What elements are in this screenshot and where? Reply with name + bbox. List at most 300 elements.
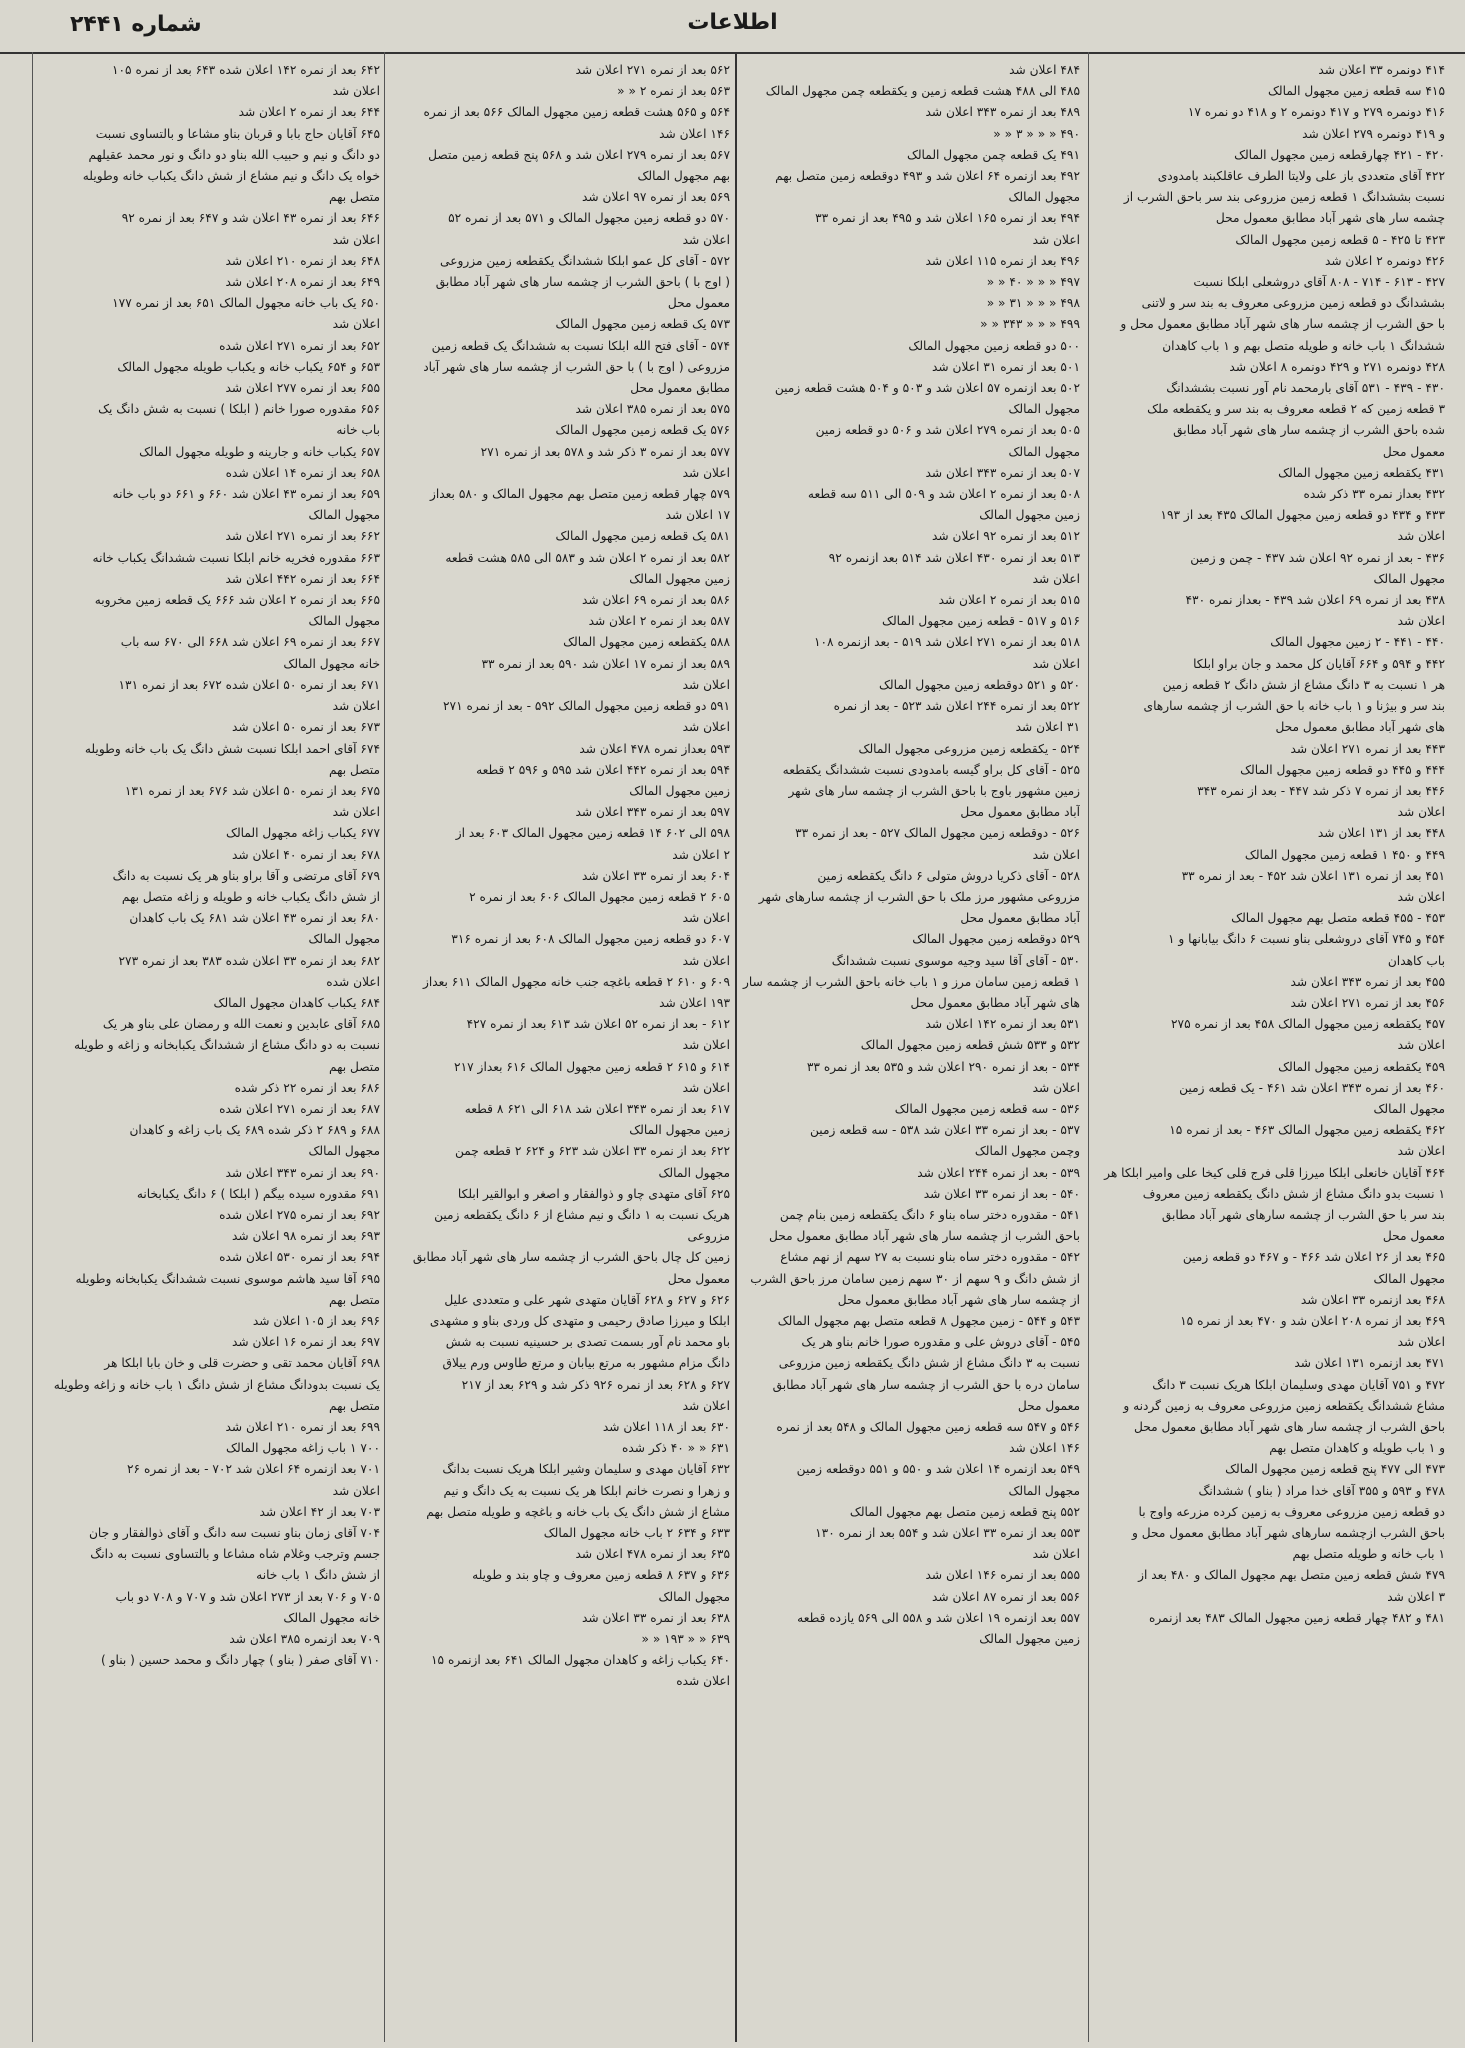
notice-line: اعلان شد [1397,889,1445,904]
notice-line: ۶۶۵ بعد از نمره ۲ اعلان شد ۶۶۶ یک قطعه زمین مخروبه [94,593,380,608]
notice-line: ۴۱۴ دونمره ۳۳ اعلان شد [1318,63,1445,77]
notice-line: اعلان شد [332,805,380,820]
notice-line: ۱۴۶ اعلان شد [1009,1441,1080,1456]
notice-line: زمین مجهول المالک [979,508,1080,523]
notice-line: اعلان شد [682,1038,730,1053]
text-column-1 [1095,60,1445,2040]
notice-line: ۵۴۲ - مقدوره دختر ساه بناو نسبت به ۲۷ سهم از نهم مشاع [780,1250,1080,1265]
notice-line: باب خانه [336,423,380,438]
notice-line: بهم مجهول المالک [637,169,730,184]
notice-line: ۳۱ اعلان شد [1015,720,1080,735]
notice-line: ۵۶۲ بعد از نمره ۲۷۱ اعلان شد [575,63,730,77]
notice-line: دو دانگ و نیم و حبیب الله بناو دو دانگ و نور محمد عقیلهم [88,147,380,162]
notice-line: اعلان شد [682,911,730,926]
notice-line: ۴۶۹ بعد از نمره ۲۰۸ اعلان شد و ۴۷۰ بعد از نمره ۱۵ [1180,1313,1445,1328]
notice-line: ۶۳۳ و ۶۳۴ ۲ باب خانه مجهول المالک [543,1526,730,1541]
notice-line: باو محمد نام آور بسمت تصدی بر حسینیه نسبت به شش [445,1335,730,1350]
notice-line: ۴۴۰ - ۴۴۱ - ۲ زمین مجهول المالک [1270,635,1445,650]
notice-line: ابلکا و میرزا صادق رحیمی و متهدی کل وردی بناو و مشهدی [429,1313,730,1328]
notice-line: یک نسبت بدودانگ مشاع از شش دانگ ۱ باب خانه و زاغه وطویله [53,1377,380,1392]
notice-line: نسبت بششدانگ ۱ قطعه زمین مزروعی بند سر باحق الشرب از [1123,190,1445,205]
notice-line: ۴۹۷ « « « ۴۰ « « [986,275,1080,290]
notice-line: متصل بهم [329,762,380,777]
notice-line: ۶۰۴ بعد از نمره ۳۳ اعلان شد [582,868,730,883]
notice-line: ۵۹۸ الی ۶۰۲ ۱۴ قطعه زمین مجهول المالک ۶۰۳ بعد از [455,826,730,841]
notice-line: ۶۳۸ بعد از نمره ۳۳ اعلان شد [582,1610,730,1625]
notice-line: ۶۲۵ آقای متهدی چاو و ذوالفقار و اصغر و ابوالقیر ابلکا [457,1186,730,1201]
notice-line: ۶۹۸ آقایان محمد تقی و حضرت قلی و خان بابا ابلکا هر [104,1356,380,1371]
notice-line: ۶۹۱ مقدوره سیده بیگم ( ابلکا ) ۶ دانگ یکبابخانه [136,1186,380,1201]
notice-line: ۶۰۵ ۲ قطعه زمین مجهول المالک ۶۰۶ بعد از نمره ۲ [469,889,730,904]
notice-line: بند سر و بیژنا و ۱ باب خانه با حق الشرب از چشمه سارهای [1143,699,1445,714]
notice-line: ۷۱۰ آقای صفر ( بناو ) چهار دانگ و محمد حسین ( بناو ) [100,1653,380,1668]
notice-line: ۴۹۲ بعد ازنمره ۶۴ اعلان شد و ۴۹۳ دوقطعه زمین متصل بهم [775,169,1080,184]
notice-line: آباد مطابق معمول محل [960,911,1080,926]
notice-line: ۴۹۶ بعد از نمره ۱۱۵ اعلان شد [925,253,1080,268]
newspaper-name: اطلاعات [687,10,778,35]
notice-line: ۵۹۱ دو قطعه زمین مجهول المالک ۵۹۲ - بعد از نمره ۲۷۱ [443,699,730,714]
notice-line: ۵۰۱ بعد از نمره ۳۱ اعلان شد [932,359,1080,374]
notice-line: ۴۵۴ و ۷۴۵ آقای دروشعلی بناو نسبت ۶ دانگ بیابانها و ۱ [1167,932,1445,947]
notice-line: ۶۳۰ بعد از ۱۱۸ اعلان شد [602,1420,730,1434]
notice-line: ۵۱۶ و ۵۱۷ - قطعه زمین مجهول المالک [882,614,1080,629]
notice-line: ۴۳۱ یکقطعه زمین مجهول المالک [1278,465,1445,480]
notice-line: مجهول المالک [308,508,380,523]
notice-line: ۷۰۴ آقای زمان بناو نسبت سه دانگ و آقای ذوالفقار و جان [88,1526,380,1541]
notice-line: ۵۳۶ - سه قطعه زمین مجهول المالک [894,1101,1080,1116]
notice-line: ۴۵۹ یکقطعه زمین مجهول المالک [1278,1059,1445,1074]
notice-line: مجهول المالک [1008,402,1080,417]
notice-line: ۴۸۵ الی ۴۸۸ هشت قطعه زمین و یکقطعه چمن مجهول المالک [765,84,1080,99]
notice-line: ۴۴۶ بعد از نمره ۷ ذکر شد ۴۴۷ - بعد از نمره ۳۴۳ [1197,783,1445,798]
notice-line: ۵۷۴ - آقای فتح الله ابلکا نسبت به ششدانگ یک قطعه زمین [431,338,730,353]
notice-line: ۵۳۰ - آقای آقا سید وجیه موسوی نسبت ششدانگ [831,953,1080,968]
notice-line: ۶۷۵ بعد از نمره ۵۰ اعلان شد ۶۷۶ بعد از نمره ۱۳۱ [124,783,380,798]
notice-line: ۵۲۵ - آقای کل براو گیسه بامدودی نسبت ششدانگ یکقطعه [782,762,1080,777]
notice-line: اعلان شد [682,677,730,692]
notice-line: اعلان شده [326,974,380,989]
notice-line: ۶۸۲ بعد از نمره ۳۳ اعلان شده ۳۸۳ بعد از نمره ۲۷۳ [118,953,380,968]
notice-line: ۵۴۰ - بعد از نمره ۳۳ اعلان شد [923,1186,1080,1201]
notice-line: اعلان شد [1397,1335,1445,1350]
notice-line: ( اوج با ) باحق الشرب از چشمه سار های شهر آباد مطابق [435,275,730,290]
notice-line: و ۴۱۹ دونمره ۲۷۹ اعلان شد [1302,126,1445,141]
notice-line: دو قطعه زمین مزروعی معروف به زمین کرده مزرعه واوج با [1138,1504,1445,1519]
notice-line: ۶۸۵ آقای عابدین و نعمت الله و رمضان علی بناو هر یک [102,1017,380,1032]
notice-line: چشمه سار های شهر آباد مطابق معمول محل [1215,211,1445,226]
notice-line: خانه مجهول المالک [283,1610,380,1625]
notice-line: زمین کل چال باحق الشرب از چشمه سار های شهر آباد مطابق [412,1250,730,1265]
notice-line: ۶۳۲ آقایان مهدی و سلیمان وشیر ابلکا هریک نسبت بدانگ [442,1462,730,1477]
notice-line: ۴۵۷ یکقطعه زمین مجهول المالک ۴۵۸ بعد از نمره ۲۷۵ [1171,1017,1445,1032]
notice-line: ۶۹۳ بعد از نمره ۹۸ اعلان شد [232,1229,380,1244]
notice-line: شده باحق الشرب از چشمه سار های شهر آباد مطابق [1173,423,1445,438]
notice-line: ۵۸۷ بعد از نمره ۲ اعلان شد [588,614,730,629]
notice-line: ۴۳۲ بعداز نمره ۳۳ ذکر شده [1303,487,1445,502]
notice-line: ۴۷۸ و ۵۹۳ و ۳۵۵ آقای خدا مراد ( بناو ) ششدانگ [1198,1483,1445,1498]
notice-line: ۵۹۴ بعد از نمره ۴۴۲ اعلان شد ۵۹۵ و ۵۹۶ ۲ قطعه [476,762,730,777]
notice-line: ۶۷۱ بعد از نمره ۵۰ اعلان شده ۶۷۲ بعد از نمره ۱۳۱ [118,677,380,692]
notice-line: اعلان شد [332,84,380,99]
notice-line: ۴۱۶ دونمره ۲۷۹ و ۴۱۷ دونمره ۲ و ۴۱۸ دو نمره ۱۷ [1187,105,1445,120]
notice-line: ۶۱۴ و ۶۱۵ ۲ قطعه زمین مجهول المالک ۶۱۶ بعداز ۲۱۷ [454,1059,730,1074]
notice-line: ۴۵۵ بعد از نمره ۳۴۳ اعلان شد [1290,974,1445,989]
column-divider [32,52,33,2042]
notice-line: اعلان شد [332,699,380,714]
notice-line: ۴۴۳ بعد از نمره ۲۷۱ اعلان شد [1290,741,1445,756]
notice-line: ۵۷۳ یک قطعه زمین مجهول المالک [555,317,730,332]
notice-line: و ۱ باب طویله و کاهدان متصل بهم [1269,1441,1445,1456]
notice-line: با حق الشرب از چشمه سار های شهر آباد مطابق معمول محل و [1120,317,1445,332]
notice-line: خواه یک دانگ و نیم مشاع از شش دانگ یکباب خانه وطویله [82,169,380,184]
notice-line: مشاع ششدانگ یکقطعه زمین مزروعی معروف به زمین گردنه و [1123,1398,1445,1413]
notice-line: ۴۲۲ آقای متعددی باز علی ولایتا الطرف عاقلکبند بامدودی [1157,169,1445,184]
notice-line: ۴۲۶ دونمره ۲ اعلان شد [1324,253,1445,268]
notice-line: ۴۲۷ - ۶۱۳ - ۷۱۴ - ۸۰۸ آقای دروشعلی ابلکا نسبت [1193,275,1445,290]
notice-line: ۱ باب خانه و طویله متصل بهم [1292,1547,1445,1562]
notice-line: باب کاهدان [1387,953,1445,968]
notice-line: و زهرا و نصرت خانم ابلکا هر یک نسبت به یک دانگ و نیم [443,1483,730,1498]
notice-line: سامان دره با حق الشرب از چشمه سار های شهر آباد مطابق [772,1377,1080,1392]
notice-line: از چشمه سار های شهر آباد مطابق معمول محل [837,1292,1080,1307]
notice-line: ۶۸۸ و ۶۸۹ ۲ ذکر شده ۶۸۹ یک باب زاغه و کاهدان [129,1123,380,1138]
notice-line: مجهول المالک [308,932,380,947]
notice-line: نسبت به دو دانگ مشاع از ششدانگ یکبابخانه و زاغه و طویله [73,1038,380,1053]
notice-line: ۴۳۰ - ۴۳۹ - ۵۳۱ آقای بارمحمد نام آور نسبت بششدانگ [1166,381,1445,396]
notice-line: ۷۰۵ و ۷۰۶ بعد از ۲۷۳ اعلان شد و ۷۰۷ و ۷۰۸ دو باب [115,1589,380,1604]
notice-line: ۶۵۸ بعد از نمره ۱۴ اعلان شده [225,465,380,480]
notice-line: ۴۹۹ « « « ۳۴۳ « « [980,317,1080,332]
notice-line: ۶۵۵ بعد از نمره ۲۷۷ اعلان شد [225,381,380,396]
notice-line: ۴۳۳ و ۴۳۴ دو قطعه زمین مجهول المالک ۴۳۵ بعد از ۱۹۳ [1160,508,1445,523]
notice-line: از شش دانگ و ۹ سهم از ۳۰ سهم زمین سامان مرز باحق الشرب [750,1271,1080,1286]
notice-line: ۱۹۳ اعلان شد [659,995,730,1010]
notice-line: ۶۸۶ بعد از نمره ۲۲ ذکر شده [234,1080,380,1095]
notice-line: ششدانگ ۱ باب خانه و طویله متصل بهم و ۱ باب کاهدان [1162,338,1445,353]
notice-line: نسبت به ۳ دانگ مشاع از شش دانگ یکقطعه زمین مزروعی [778,1356,1080,1371]
notice-line: مجهول المالک [1008,1483,1080,1498]
notice-line: ۵۶۴ و ۵۶۵ هشت قطعه زمین مجهول المالک ۵۶۶ بعد از نمره [423,105,730,120]
notice-line: زمین مجهول المالک [629,571,730,586]
notice-line: ۴۷۹ شش قطعه زمین متصل بهم مجهول المالک و ۴۸۰ بعد از [1138,1568,1445,1583]
notice-line: ۲ اعلان شد [672,847,730,862]
notice-line: مجهول المالک [658,1165,730,1180]
notice-line: معمول محل [1382,444,1445,459]
notice-line: ۵۲۹ دوقطعه زمین مجهول المالک [912,932,1080,947]
notice-line: ۴۷۱ بعد ازنمره ۱۳۱ اعلان شد [1294,1356,1445,1371]
notice-line: ۵۸۶ بعد از نمره ۶۹ اعلان شد [582,593,730,608]
notice-line: ۵۷۵ بعد از نمره ۳۸۵ اعلان شد [575,402,730,417]
notice-line: ۶۳۹ « « ۱۹۳ « « [641,1632,730,1647]
notice-line: ۵۲۸ - آقای ذکریا دروش متولی ۶ دانگ یکقطعه زمین [817,868,1080,883]
notice-line: ۵۷۰ دو قطعه زمین مجهول المالک و ۵۷۱ بعد از نمره ۵۲ [448,211,730,226]
notice-line: خانه مجهول المالک [283,656,380,671]
notice-line: مجهول المالک [658,1589,730,1604]
notice-line: ۵۹۳ بعداز نمره ۴۷۸ اعلان شد [579,741,730,756]
notice-line: ۷۰۱ بعد ازنمره ۶۴ اعلان شد ۷۰۲ - بعد از نمره ۲۶ [127,1462,380,1477]
notice-line: ۴۹۰ « « « ۳ « « [993,126,1080,141]
notice-line: ۶۳۵ بعد از نمره ۴۷۸ اعلان شد [575,1547,730,1562]
notice-line: مشاع از شش دانگ یک باب خانه و باغچه و طویله متصل بهم [426,1504,730,1519]
notice-line: ۶۵۳ و ۶۵۴ یکباب خانه و یکباب طویله مجهول المالک [117,359,380,374]
notice-line: ۵۸۱ یک قطعه زمین مجهول المالک [555,529,730,544]
notice-line: معمول محل [1017,1398,1080,1413]
notice-line: ۵۵۵ بعد از نمره ۱۴۶ اعلان شد [925,1568,1080,1583]
notice-line: ۶۷۷ یکباب زاغه مجهول المالک [226,826,380,841]
notice-line: مجهول المالک [308,614,380,629]
notice-line: ۴۱۵ سه قطعه زمین مجهول المالک [1267,84,1445,99]
notice-line: ۵۳۲ و ۵۳۳ شش قطعه زمین مجهول المالک [860,1038,1080,1053]
notice-line: ۵۷۹ چهار قطعه زمین متصل بهم مجهول المالک و ۵۸۰ بعداز [430,487,730,502]
notice-line: ۵۳۱ بعد از نمره ۱۴۲ اعلان شد [925,1017,1080,1032]
notice-line: معمول محل [667,1271,730,1286]
notice-line: اعلان شد [1032,1547,1080,1562]
notice-line: ۴۴۹ و ۴۵۰ ۱ قطعه زمین مجهول المالک [1244,847,1445,862]
notice-line: مجهول المالک [1373,571,1445,586]
notice-line: ۱ قطعه زمین سامان مرز و ۱ باب خانه باحق الشرب از چشمه سار [742,974,1080,989]
notice-line: ۶۳۱ « « ۴۰ ذکر شده [622,1441,730,1456]
notice-line: ۵۰۲ بعد ازنمره ۵۷ اعلان شد و ۵۰۳ و ۵۰۴ هشت قطعه زمین [774,381,1080,396]
notice-line: ۶۹۹ بعد از نمره ۲۱۰ اعلان شد [225,1420,380,1434]
notice-line: ۷۰۰ ۱ باب زاغه مجهول المالک [226,1441,380,1456]
notice-line: ۴۸۹ بعد از نمره ۳۴۳ اعلان شد [925,105,1080,120]
notice-line: متصل بهم [329,190,380,205]
notice-line: مجهول المالک [1373,1271,1445,1286]
notice-line: ۶۳۶ و ۶۳۷ ۸ قطعه زمین معروف و چاو بند و طویله [472,1568,730,1583]
notice-line: ۴۴۴ و ۴۴۵ دو قطعه زمین مجهول المالک [1240,762,1445,777]
notice-line: مجهول المالک [1373,1101,1445,1116]
notice-line: هر ۱ نسبت به ۳ دانگ مشاع از شش دانگ ۲ قطعه زمین [1162,677,1445,692]
notice-line: ۷۰۹ بعد ازنمره ۳۸۵ اعلان شد [229,1632,380,1647]
notice-line: باحق الشرب ازچشمه سارهای شهر آباد مطابق معمول محل و [1132,1526,1445,1541]
notice-line: ۶۰۹ و ۶۱۰ ۲ قطعه باغچه جنب خانه مجهول المالک ۶۱۱ بعداز [422,974,730,989]
notice-line: ۵۴۱ - مقدوره دختر ساه بناو ۶ دانگ یکقطعه زمین بنام چمن [779,1207,1080,1222]
notice-line: ۴۸۱ و ۴۸۲ چهار قطعه زمین مجهول المالک ۴۸۳ بعد ازنمره [1148,1610,1445,1625]
notice-line: ۵۷۷ بعد از نمره ۳ ذکر شد و ۵۷۸ بعد از نمره ۲۷۱ [480,444,730,459]
text-column-4 [40,60,380,2040]
notice-line: اعلان شد [682,1080,730,1095]
notice-line: اعلان شد [1397,1144,1445,1159]
notice-line: هریک نسبت به ۱ دانگ و نیم مشاع از ۶ دانگ یکقطعه زمین مزروعی [434,1207,730,1244]
notice-line: ۶۹۰ بعد از نمره ۳۴۳ اعلان شد [225,1165,380,1180]
notice-line: اعلان شد [1397,1038,1445,1053]
notice-line: ۵۸۹ بعد از نمره ۱۷ اعلان شد ۵۹۰ بعد از نمره ۳۳ [481,656,730,671]
notice-line: ۶۹۲ بعد از نمره ۲۷۵ اعلان شده [219,1207,380,1222]
column-divider [735,52,737,2042]
text-column-2 [740,60,1080,2040]
notice-line: ۴۳۸ بعد از نمره ۶۹ اعلان شد ۴۳۹ - بعداز نمره ۴۳۰ [1185,593,1445,608]
notice-line: ۵۴۶ و ۵۴۷ سه قطعه زمین مجهول المالک و ۵۴۸ بعد از نمره [776,1420,1080,1434]
notice-line: اعلان شد [332,232,380,247]
notice-line: ۵۲۴ - یکقطعه زمین مزروعی مجهول المالک [858,741,1080,756]
notice-line: ۱ نسبت بدو دانگ مشاع از شش دانگ یکقطعه زمین معروف [1142,1186,1445,1201]
notice-line: ۶۹۴ بعد از نمره ۵۳۰ اعلان شده [219,1250,380,1265]
notice-line: متصل بهم [329,1292,380,1307]
notice-line: از شش دانگ یکباب خانه و طویله و زاغه متصل بهم [121,889,380,904]
notice-line: ۵۳۷ - بعد از نمره ۳۳ اعلان شد ۵۳۸ - سه قطعه زمین [809,1123,1080,1138]
masthead [0,0,1465,54]
notice-line: ۵۰۰ دو قطعه زمین مجهول المالک [908,338,1080,353]
notice-line: ۴۶۲ یکقطعه زمین مجهول المالک ۴۶۳ - بعد از نمره ۱۵ [1169,1123,1445,1138]
notice-line: ۵۳۹ - بعد از نمره ۲۴۴ اعلان شد [917,1165,1080,1180]
notice-line: ۶۴۶ بعد از نمره ۴۳ اعلان شد و ۶۴۷ بعد از نمره ۹۲ [121,211,380,226]
notice-line: اعلان شد [682,232,730,247]
notice-line: ۵۸۸ یکقطعه زمین مجهول المالک [563,635,730,650]
notice-line: مجهول المالک [1008,444,1080,459]
notice-line: ۶۸۴ یکباب کاهدان مجهول المالک [213,995,380,1010]
notice-line: ۶۶۲ بعد از نمره ۲۷۱ اعلان شد [225,529,380,544]
notice-line: ۶۷۹ آقای مرتضی و آقا براو بناو هر یک نسبت به دانگ [112,868,380,883]
notice-line: ۴۹۴ بعد از نمره ۱۶۵ اعلان شد و ۴۹۵ بعد از نمره ۳۳ [815,211,1080,226]
notice-line: ۵۱۵ بعد از نمره ۲ اعلان شد [938,593,1080,608]
notice-line: اعلان شد [1032,656,1080,671]
notice-line: زمین مجهول المالک [629,783,730,798]
notice-line: بششدانگ دو قطعه زمین مزروعی معروف به بند سر و لاتنی [1141,296,1445,311]
notice-line: ۶۰۷ دو قطعه زمین مجهول المالک ۶۰۸ بعد از نمره ۳۱۶ [451,932,730,947]
notice-line: ۶۵۷ یکباب خانه و جارینه و طویله مجهول المالک [139,444,380,459]
notice-line: ۱۴۶ اعلان شد [659,126,730,141]
notice-line: ۶۲۲ بعد از نمره ۳۳ اعلان شد ۶۲۳ و ۶۲۴ ۲ قطعه چمن [454,1144,730,1159]
notice-line: اعلان شد [1397,805,1445,820]
notice-line: اعلان شد [682,1398,730,1413]
notice-line: های شهر آباد مطابق معمول محل [1275,720,1445,735]
notice-line: ۴۶۴ آقایان خانعلی ابلکا میرزا قلی فرج قلی کیخا علی وامیر ابلکا هر [1104,1165,1445,1180]
notice-line: ۵۵۷ بعد ازنمره ۱۹ اعلان شد و ۵۵۸ الی ۵۶۹ یازده قطعه [797,1610,1080,1625]
notice-line: ۱۷ اعلان شد [665,508,730,523]
notice-line: ۵۱۳ بعد از نمره ۴۳۰ اعلان شد ۵۱۴ بعد ازنمره ۹۲ [828,550,1080,565]
notice-line: زمین مشهور باوج با باحق الشرب از چشمه سار های شهر [788,783,1080,798]
notice-line: ۵۴۹ بعد ازنمره ۱۴ اعلان شد و ۵۵۰ و ۵۵۱ دوقطعه زمین [796,1462,1080,1477]
notice-line: ۴۵۶ بعد از نمره ۲۷۱ اعلان شد [1290,995,1445,1010]
notice-line: ۵۲۲ بعد از نمره ۲۴۴ اعلان شد ۵۲۳ - بعد از نمره [833,699,1080,714]
notice-line: ۳ اعلان شد [1387,1589,1445,1604]
notice-line: آباد مطابق معمول محل [960,805,1080,820]
notice-line: ۴۶۵ بعد از ۲۶ اعلان شد ۴۶۶ - و ۴۶۷ دو قطعه زمین [1182,1250,1445,1265]
notice-line: ۵۱۲ بعد از نمره ۹۲ اعلان شد [932,529,1080,544]
notice-line: ۶۶۳ مقدوره فخریه خانم ابلکا نسبت ششدانگ یکباب خانه [92,550,380,565]
notice-line: مجهول المالک [1008,190,1080,205]
notice-line: از شش دانگ ۱ باب خانه [256,1568,380,1583]
notice-line: مجهول المالک [308,1144,380,1159]
notice-line: زمین مجهول المالک [629,1123,730,1138]
notice-line: ۶۹۶ بعد از ۱۰۵ اعلان شد [252,1313,380,1328]
notice-line: ۶۴۵ آقایان حاج بابا و قربان بناو مشاعا و بالتساوی نسبت [95,126,380,141]
notice-line: اعلان شد [1032,1080,1080,1095]
notice-line: اعلان شد [682,953,730,968]
notice-line: ۶۶۴ بعد از نمره ۴۴۲ اعلان شد [225,571,380,586]
notice-line: ۶۴۴ بعد از نمره ۲ اعلان شد [238,105,380,120]
notice-line: اعلان شد [332,317,380,332]
notice-line: دانگ مزام مشهور به مرتع بیابان و مرتع طاوس ورم ییلاق [442,1356,730,1371]
notice-line: اعلان شده [676,1674,730,1689]
notice-line: ۵۲۰ و ۵۲۱ دوقطعه زمین مجهول المالک [879,677,1080,692]
notice-line: ۵۱۸ بعد از نمره ۲۷۱ اعلان شد ۵۱۹ - بعد ازنمره ۱۰۸ [813,635,1080,650]
notice-line: اعلان شد [682,465,730,480]
notice-line: ۷۰۳ بعد از ۴۲ اعلان شد [259,1504,380,1519]
notice-line: ۵۰۷ بعد از نمره ۳۴۳ اعلان شد [925,465,1080,480]
notice-line: ۶۸۰ بعد از نمره ۴۳ اعلان شد ۶۸۱ یک باب کاهدان [129,911,380,926]
notice-line: ۴۵۱ بعد از نمره ۱۳۱ اعلان شد ۴۵۲ - بعد از نمره ۳۳ [1181,868,1445,883]
notice-line: ۳ قطعه زمین که ۲ قطعه معروف به بند سر و یکقطعه ملک [1147,402,1445,417]
notice-line: ۴۶۸ بعد ازنمره ۳۳ اعلان شد [1300,1292,1445,1307]
notice-line: معمول محل [667,296,730,311]
notice-line: های شهر آباد مطابق معمول محل [910,995,1080,1010]
notice-line: ۵۳۴ - بعد از نمره ۲۹۰ اعلان شد و ۵۳۵ بعد از نمره ۳۳ [806,1059,1080,1074]
notice-line: ۴۷۲ و ۷۵۱ آقایان مهدی وسلیمان ابلکا هریک نسبت ۳ دانگ [1152,1377,1445,1392]
notice-line: اعلان شد [1032,232,1080,247]
notice-line: ۶۵۲ بعد از نمره ۲۷۱ اعلان شده [219,338,380,353]
notice-line: ۶۶۷ بعد از نمره ۶۹ اعلان شد ۶۶۸ الی ۶۷۰ سه باب [120,635,380,650]
notice-line: ۶۴۰ یکباب زاغه و کاهدان مجهول المالک ۶۴۱ بعد ازنمره ۱۵ [431,1653,730,1668]
notice-line: متصل بهم [329,1398,380,1413]
notice-line: ۵۶۳ بعد از نمره ۲ « « [617,84,730,99]
notice-line: ۴۹۸ « « « ۳۱ « « [986,296,1080,311]
notice-line: اعلان شد [1032,571,1080,586]
notice-line: ۴۲۰ - ۴۲۱ چهارقطعه زمین مجهول المالک [1234,147,1445,162]
notice-line: ۴۷۳ الی ۴۷۷ پنج قطعه زمین مجهول المالک [1225,1462,1445,1477]
notice-line: ۶۵۰ یک باب خانه مجهول المالک ۶۵۱ بعد از نمره ۱۷۷ [112,296,380,311]
notice-line: باحق الشرب از چشمه سار های شهر آباد مطابق معمول محل [1134,1420,1445,1434]
notice-line: ۵۶۷ بعد از نمره ۲۷۹ اعلان شد و ۵۶۸ پنج قطعه زمین متصل [428,147,730,162]
notice-line: ۴۲۸ دونمره ۲۷۱ و ۴۲۹ دونمره ۸ اعلان شد [1229,359,1445,374]
notice-line: ۵۵۳ بعد از نمره ۳۳ اعلان شد و ۵۵۴ بعد از نمره ۱۳۰ [815,1526,1080,1541]
notice-line: باحق الشرب از چشمه سار های شهر آباد مطابق معمول محل [769,1229,1080,1244]
notice-line: ۵۴۳ و ۵۴۴ - زمین مجهول ۸ قطعه متصل بهم مجهول المالک [777,1313,1080,1328]
notice-line: ۶۴۹ بعد از نمره ۲۰۸ اعلان شد [225,275,380,290]
notice-line: ۴۲۳ تا ۴۲۵ - ۵ قطعه زمین مجهول المالک [1235,232,1445,247]
notice-line: ۶۷۸ بعد از نمره ۴۰ اعلان شد [232,847,380,862]
notice-line: ۵۰۵ بعد از نمره ۲۷۹ اعلان شد و ۵۰۶ دو قطعه زمین [815,423,1080,438]
notice-line: ۵۵۲ پنج قطعه زمین متصل بهم مجهول المالک [849,1504,1080,1519]
notice-line: بند سر با حق الشرب از چشمه سارهای شهر آباد مطابق [1161,1207,1445,1222]
notice-line: مطابق معمول محل [630,381,730,396]
notice-line: ۵۵۶ بعد از نمره ۸۷ اعلان شد [932,1589,1080,1604]
notice-line: جسم وترجب وغلام شاه مشاعا و بالتساوی نسبت به دانگ [90,1547,380,1562]
notice-line: مزروعی مشهور مرز ملک با حق الشرب از چشمه سارهای شهر [758,889,1080,904]
notice-line: ۵۸۲ بعد از نمره ۲ اعلان شد و ۵۸۳ الی ۵۸۵ هشت قطعه [445,550,730,565]
notice-line: ۶۱۲ - بعد از نمره ۵۲ اعلان شد ۶۱۳ بعد از نمره ۴۲۷ [466,1017,730,1032]
notice-line: ۵۶۹ بعد از نمره ۹۷ اعلان شد [582,190,730,205]
notice-line: ۶۹۷ بعد از نمره ۱۶ اعلان شد [232,1335,380,1350]
notice-line: ۶۸۷ بعد از نمره ۲۷۱ اعلان شده [219,1101,380,1116]
notice-line: ۴۵۳ - ۴۵۵ قطعه متصل بهم مجهول المالک [1231,911,1445,926]
notice-line: ۵۷۲ - آقای کل عمو ابلکا ششدانگ یکقطعه زمین مزروعی [440,253,730,268]
notice-line: ۶۴۲ بعد از نمره ۱۴۲ اعلان شده ۶۴۳ بعد از نمره ۱۰۵ [111,63,380,77]
notice-line: ۵۷۶ یک قطعه زمین مجهول المالک [555,423,730,438]
notice-line: زمین مجهول المالک [979,1632,1080,1647]
notice-line: ۶۴۸ بعد از نمره ۲۱۰ اعلان شد [225,253,380,268]
notice-line: ۴۶۰ بعد از نمره ۳۴۳ اعلان شد ۴۶۱ - یک قطعه زمین [1179,1080,1445,1095]
notice-line: ۶۲۷ و ۶۲۸ بعد از نمره ۹۲۶ ذکر شد و ۶۲۹ بعد از ۲۱۷ [461,1377,730,1392]
notice-line: ۶۹۵ آقا سید هاشم موسوی نسبت ششدانگ یکبابخانه وطویله [75,1271,380,1286]
notice-line: اعلان شد [1032,847,1080,862]
notice-line: ۶۵۹ بعد از نمره ۴۳ اعلان شد ۶۶۰ و ۶۶۱ دو باب خانه [112,487,380,502]
notice-line: ۶۲۶ و ۶۲۷ و ۶۲۸ آقایان متهدی شهر علی و متعددی علیل [444,1292,730,1307]
notice-line: ۵۴۵ - آقای دروش علی و مقدوره صورا خانم بناو هر یک [801,1335,1080,1350]
column-divider [1088,52,1089,2042]
issue-number: شماره ۲۴۴۱ [70,12,202,37]
notice-line: اعلان شد [1397,529,1445,544]
notice-line: ۶۱۷ بعد از نمره ۳۴۳ اعلان شد ۶۱۸ الی ۶۲۱ ۸ قطعه [464,1101,730,1116]
notice-line: ۶۵۶ مقدوره صورا خانم ( ابلکا ) نسبت به شش دانگ یک [98,402,380,417]
notice-line: متصل بهم [329,1059,380,1074]
notice-line: وچمن مجهول المالک [974,1144,1080,1159]
notice-line: معمول محل [1382,1229,1445,1244]
notice-line: ۵۰۸ بعد از نمره ۲ اعلان شد و ۵۰۹ الی ۵۱۱ سه قطعه [807,487,1080,502]
notice-line: ۴۸۴ اعلان شد [1009,63,1080,77]
notice-line: اعلان شد [332,1483,380,1498]
notice-line: اعلان شد [1397,614,1445,629]
